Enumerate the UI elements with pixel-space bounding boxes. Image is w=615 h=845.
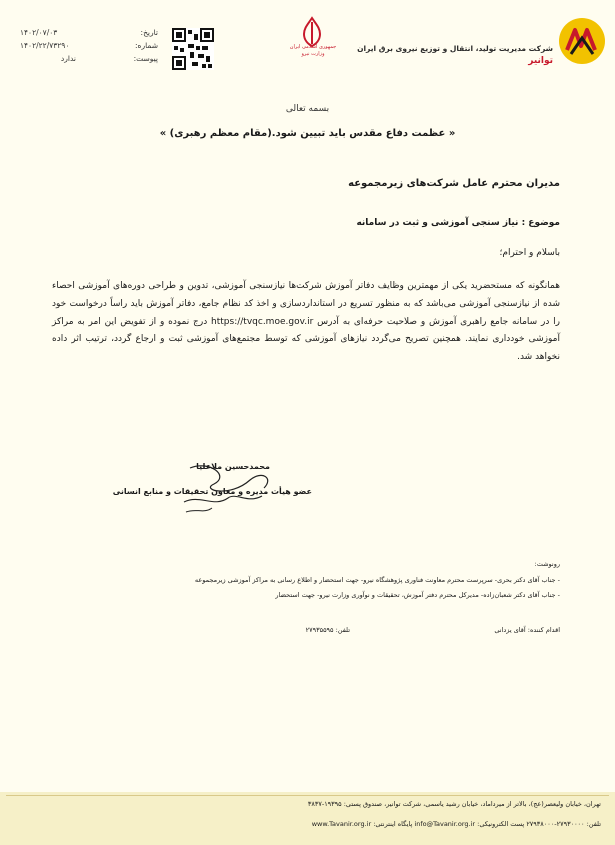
tavanir-logo-icon — [557, 16, 607, 66]
cc-item: - جناب آقای دکتر بحری- سرپرست محترم معاونت فناوری پژوهشگاه نیرو- جهت استحضار و اطلاع رسانی به مراکز آموزشی زیرمجموعه — [194, 576, 560, 584]
handler: اقدام کننده: آقای یزدانی — [494, 626, 560, 634]
subject: موضوع : نیاز سنجی آموزشی و ثبت در سامانه — [356, 218, 560, 228]
number-value: ۱۴۰۲/۲۲/۷۳۲۹۰ — [20, 41, 70, 50]
date-label: تاریخ: — [140, 28, 158, 37]
footer-divider — [6, 795, 609, 796]
company-short-name: توانیر — [528, 56, 553, 66]
footer-contact: تلفن: ۲۷۹۳۰۰۰۰-۲۷۹۳۸۰۰۰ پست الکترونیکی: info@Tavanir.org.ir پایگاه اینترنتی: www.Tavanir.org.ir — [311, 820, 601, 828]
basmala: بسمه تعالی — [285, 104, 330, 114]
letterhead — [0, 0, 615, 92]
company-name: شرکت مدیریت تولید، انتقال و توزیع نیروی برق ایران — [357, 44, 553, 53]
motto: « عظمت دفاع مقدس باید تبیین شود.(مقام معظم رهبری) » — [159, 128, 456, 139]
date-value: ۱۴۰۲/۰۷/۰۳ — [20, 28, 58, 37]
number-label: شماره: — [135, 41, 158, 50]
cc-item: - جناب آقای دکتر شعبان‌زاده- مدیرکل محترم دفتر آموزش، تحقیقات و نوآوری وزارت نیرو- جهت استحضار — [275, 591, 560, 599]
attachment-label: پیوست: — [133, 54, 158, 63]
signer-title: عضو هیأت مدیره و معاون تحقیقات و منابع انسانی — [112, 487, 312, 496]
attachment-value: ندارد — [60, 54, 76, 63]
emblem-ministry-text: وزارت نیرو — [301, 51, 325, 57]
letter-meta-values — [20, 28, 86, 67]
letter-body: همانگونه که مستحضرید یکی از مهمترین وظایف دفاتر آموزش شرکت‌ها نیازسنجی آموزشی، تدوین و طراحی دوره‌های آموزشی احصاء شده از نیازسنجی آموزشی می‌باشد که به منظور تسریع در استانداردسازی و اخذ کد نظام جامع، دفاتر آموزش باید راساً درخواست خود را در سامانه جامع راهبری آموزش و صلاحیت حرفه‌ای به آدرس https://tvqc.moe.gov.ir درج نموده و از تفویض این امر به مراکز آموزشی خودداری نمایند. همچنین تصریح می‌گردد نیازهای آموزشی که توسط مجتمع‌های آموزشی ثبت و ارجاع گردد، ترتیب اثر داده نخواهد شد. — [52, 281, 561, 363]
recipient: مدیران محترم عامل شرکت‌های زیرمجموعه — [348, 178, 560, 189]
footer-address: تهران، خیابان ولیعصر(عج)، بالاتر از میرداماد، خیابان رشید یاسمی، شرکت توانیر، صندوق پستی: ۱۹۳۹۵-۳۸۳۷ — [307, 800, 601, 808]
handler-phone: تلفن: ۲۷۹۳۵۵۹۵ — [305, 626, 350, 634]
emblem-country-text: جمهوری اسلامی ایران — [289, 44, 337, 50]
signer-name: محمدحسین ملاعلیا — [196, 462, 270, 471]
cc-heading: رونوشت: — [534, 560, 560, 568]
letter-meta-labels — [88, 28, 158, 67]
greeting: باسلام و احترام؛ — [499, 248, 560, 258]
qr-code-icon — [172, 28, 214, 70]
